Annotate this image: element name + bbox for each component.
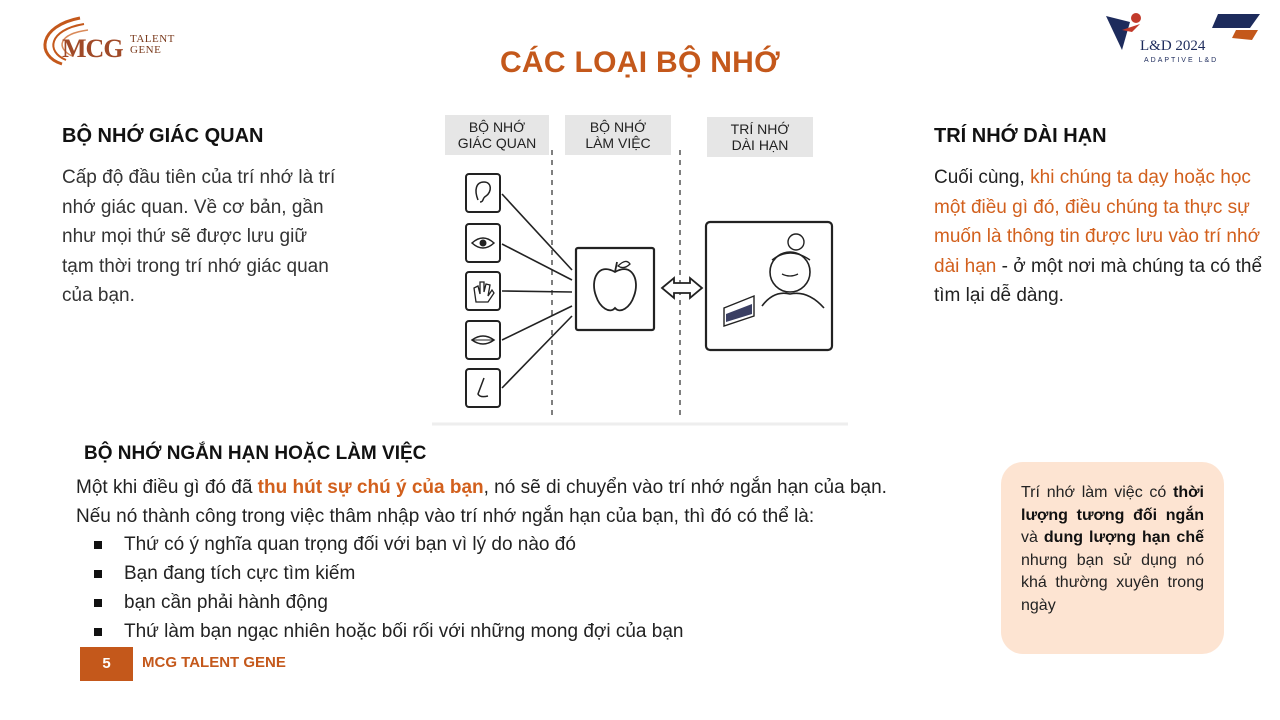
ear-icon [466,174,500,212]
memory-diagram-drawing [428,110,853,428]
memory-diagram [428,110,853,428]
mouth-icon [466,321,500,359]
hand-icon [466,272,500,310]
list-item: Thứ có ý nghĩa quan trọng đối với bạn vì lý do nào đó [94,530,683,559]
working-memory-heading: BỘ NHỚ NGẮN HẠN HOẶC LÀM VIỆC [84,443,427,464]
footer-brand: MCG TALENT GENE [142,654,286,671]
long-term-memory-heading: TRÍ NHỚ DÀI HẠN [934,125,1107,147]
label-working-memory: BỘ NHỚ LÀM VIỆC [565,115,671,155]
eye-icon [466,224,500,262]
mcg-logo-text: MCG [62,34,123,63]
nose-icon [466,369,500,407]
ld-logo-text: L&D 2024 [1140,38,1206,54]
apple-icon [576,248,654,330]
list-item: Thứ làm bạn ngạc nhiên hoặc bối rối với những mong đợi của bạn [94,617,683,646]
double-arrow-icon [662,278,702,298]
list-item: bạn cần phải hành động [94,588,683,617]
working-memory-bullets [94,530,683,646]
long-term-memory-text: Cuối cùng, khi chúng ta dạy hoặc học một điều gì đó, điều chúng ta thực sự muốn là thông tin được lưu vào trí nhớ dài hạn - ở một nơi mà chúng ta có thể tìm lại dễ dàng. [934,167,1263,306]
slide-title: CÁC LOẠI BỘ NHỚ [499,46,781,79]
grandmother-icon [706,222,832,350]
attention-highlight: thu hút sự chú ý của bạn [257,477,484,498]
working-memory-text: Một khi điều gì đó đã thu hút sự chú ý của bạn, nó sẽ di chuyển vào trí nhớ ngắn hạn của bạn. Nếu nó thành công trong việc thâm nhập vào trí nhớ ngắn hạn của bạn, thì đó có thể là: [76,477,887,527]
mcg-logo-tagline: TALENT GENE [130,33,175,56]
ld-logo-subtitle: ADAPTIVE L&D [1144,57,1219,64]
working-memory-callout: Trí nhớ làm việc có thời lượng tương đối ngắn và dung lượng hạn chế nhưng bạn sử dụng nó khá thường xuyên trong ngày [1001,462,1224,654]
list-item: Bạn đang tích cực tìm kiếm [94,559,683,588]
long-term-highlight: khi chúng ta dạy hoặc học một điều gì đó, điều chúng ta thực sự muốn là thông tin được lưu vào trí nhớ dài hạn [934,167,1261,277]
page-number: 5 [80,647,133,681]
label-long-term-memory: TRÍ NHỚ DÀI HẠN [707,117,813,157]
sensory-memory-text: Cấp độ đầu tiên của trí nhớ là trí nhớ giác quan. Về cơ bản, gần như mọi thứ sẽ được lưu giữ tạm thời trong trí nhớ giác quan của bạn. [62,167,336,306]
label-sensory-memory: BỘ NHỚ GIÁC QUAN [445,115,549,155]
sensory-memory-heading: BỘ NHỚ GIÁC QUAN [62,125,264,147]
